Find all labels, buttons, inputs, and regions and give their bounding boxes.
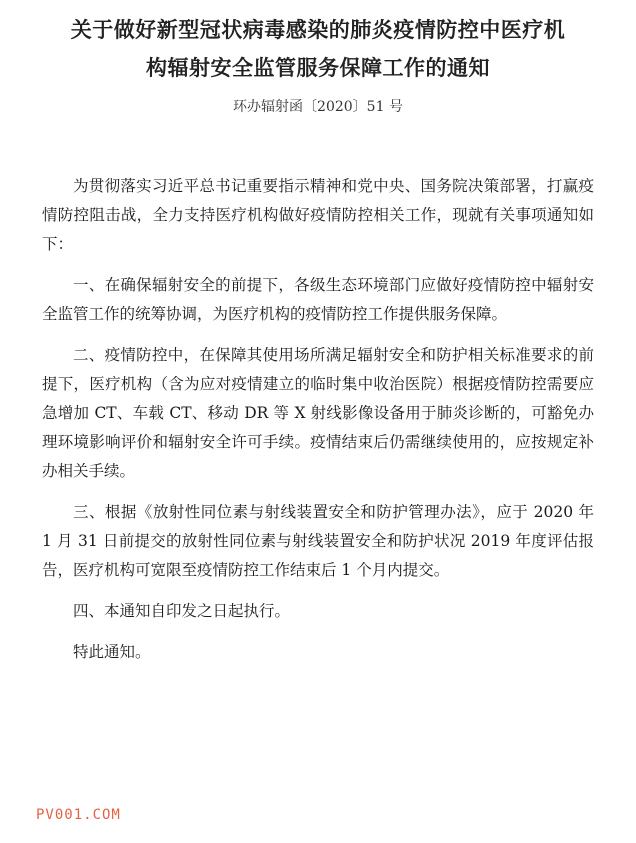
title-line-2: 构辐射安全监管服务保障工作的通知: [146, 56, 490, 80]
paragraph-item-3: 三、根据《放射性同位素与射线装置安全和防护管理办法》，应于 2020 年 1 月 31 日前提交的放射性同位素与射线装置安全和防护状况 2019 年度评估报告，医疗机构可宽限至疫情防控工作结束后 1 个月内提交。: [42, 503, 594, 579]
document-body: [42, 172, 594, 679]
paragraph-item-2: 二、疫情防控中，在保障其使用场所满足辐射安全和防护相关标准要求的前提下，医疗机构（含为应对疫情建立的临时集中收治医院）根据疫情防控需要应急增加 CT、车载 CT、移动 DR 等 X 射线影像设备用于肺炎诊断的，可豁免办理环境影响评价和辐射安全许可手续。疫情结束后仍需继续使用的，应按规定补办相关手续。: [42, 346, 594, 480]
paragraph-item-1: 一、在确保辐射安全的前提下，各级生态环境部门应做好疫情防控中辐射安全监管工作的统筹协调，为医疗机构的疫情防控工作提供服务保障。: [42, 276, 594, 323]
paragraph-intro: 为贯彻落实习近平总书记重要指示精神和党中央、国务院决策部署，打赢疫情防控阻击战，全力支持医疗机构做好疫情防控相关工作，现就有关事项通知如下：: [42, 177, 594, 253]
site-watermark: PV001.COM: [36, 807, 121, 823]
document-number: 环办辐射函〔2020〕51 号: [233, 99, 403, 115]
paragraph-item-4: 四、本通知自印发之日起执行。: [73, 602, 291, 620]
title-line-1: 关于做好新型冠状病毒感染的肺炎疫情防控中医疗机: [70, 18, 566, 42]
paragraph-closing: 特此通知。: [73, 643, 151, 661]
